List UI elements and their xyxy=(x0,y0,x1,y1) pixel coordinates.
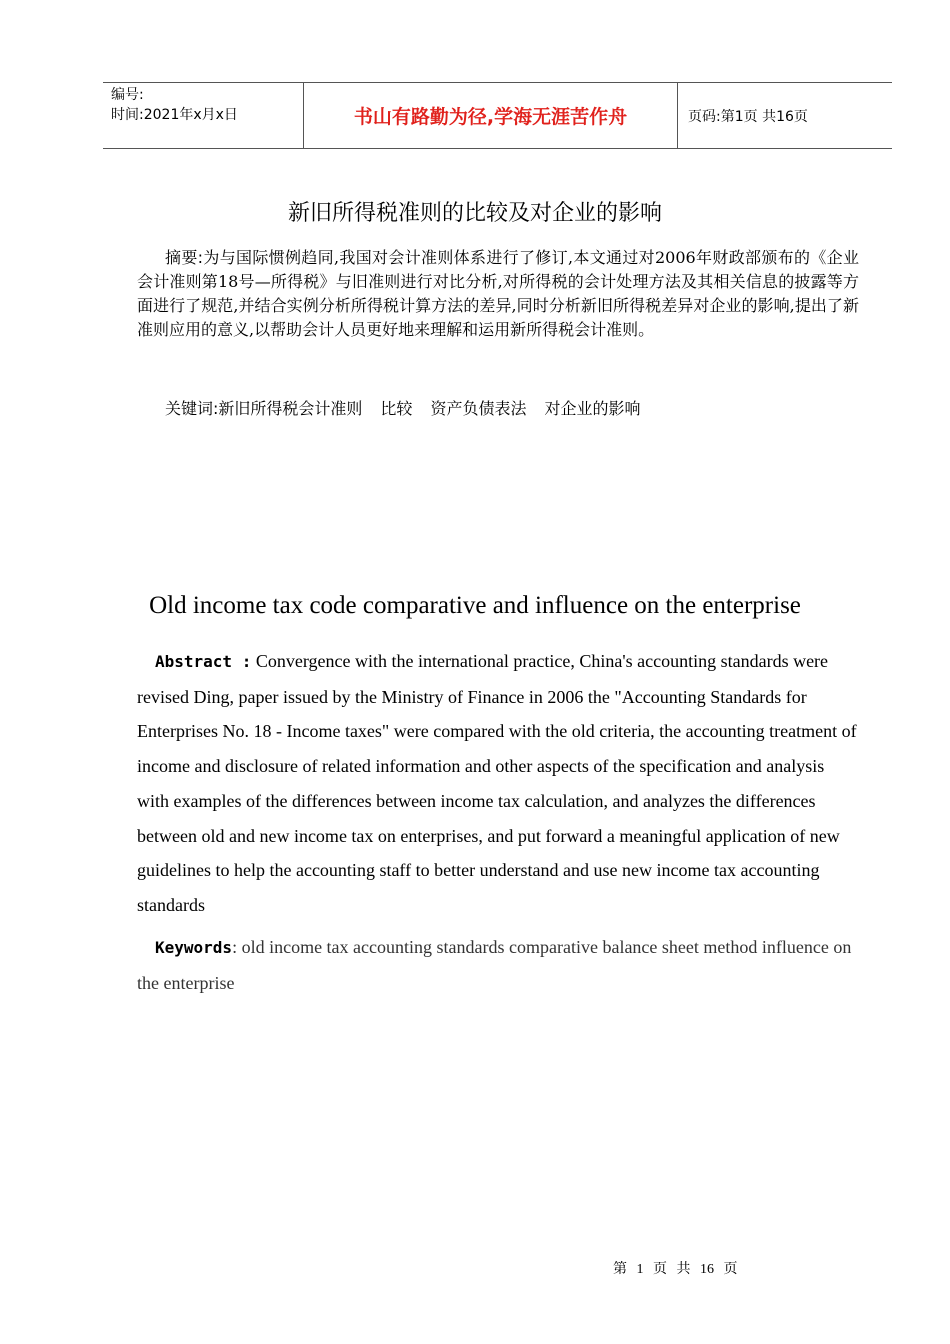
document-time-label: 时间:2021年x月x日 xyxy=(111,107,238,123)
english-abstract-label: Abstract : xyxy=(155,652,252,671)
chinese-keywords xyxy=(165,397,658,421)
chinese-abstract-label: 摘要: xyxy=(165,248,204,267)
chinese-abstract-text: 为与国际惯例趋同,我国对会计准则体系进行了修订,本文通过对2006年财政部颁布的《企业会计准则第18号—所得税》与旧准则进行对比分析,对所得税的会计处理方法及其相关信息的披露等方面进行了规范,并结合实例分析所得税计算方法的差异,同时分析新旧所得税差异对企业的影响,提出了新准则应用的意义,以帮助会计人员更好地来理解和运用新所得税会计准则。 xyxy=(137,248,859,339)
header-motto-cell xyxy=(304,83,678,148)
english-keywords-text: old income tax accounting standards comparative balance sheet method influence on the enterprise xyxy=(137,937,852,993)
header-page-cell xyxy=(678,83,892,148)
chinese-keyword: 资产负债表法 xyxy=(430,399,527,418)
chinese-abstract xyxy=(137,246,859,342)
english-title: Old income tax code comparative and influence on the enterprise xyxy=(149,592,801,619)
chinese-title: 新旧所得税准则的比较及对企业的影响 xyxy=(287,201,662,226)
chinese-keyword: 对企业的影响 xyxy=(544,399,641,418)
english-keywords xyxy=(137,930,857,1000)
header-page-code: 页码:第1页 共16页 xyxy=(688,108,808,125)
english-keywords-label: Keywords xyxy=(155,938,233,957)
header-meta-cell xyxy=(103,83,304,148)
chinese-keyword: 新旧所得税会计准则 xyxy=(218,399,363,418)
header-motto: 书山有路勤为径,学海无涯苦作舟 xyxy=(353,106,628,128)
english-keywords-separator: : xyxy=(232,937,238,957)
document-number-label: 编号: xyxy=(111,87,144,103)
chinese-keywords-label: 关键词: xyxy=(165,399,219,418)
english-abstract-text: Convergence with the international practice, China's accounting standards were revised Ding, paper issued by the Ministry of Finance in 2006 the "Accounting Standards for Enterprises No. 18 - Income taxes" were compared with the old criteria, the accounting treatment of income and disclosure of related information and other aspects of the specification and analysis with examples of the differences between income tax calculation, and analyzes the differences between old and new income tax on enterprises, and put forward a meaningful application of new guidelines to help the accounting staff to better understand and use new income tax accounting standards xyxy=(137,651,857,915)
chinese-keyword: 比较 xyxy=(380,399,413,418)
english-abstract xyxy=(137,644,857,923)
page-footer: 第 1 页 共 16 页 xyxy=(613,1262,738,1277)
header-table xyxy=(103,82,892,149)
